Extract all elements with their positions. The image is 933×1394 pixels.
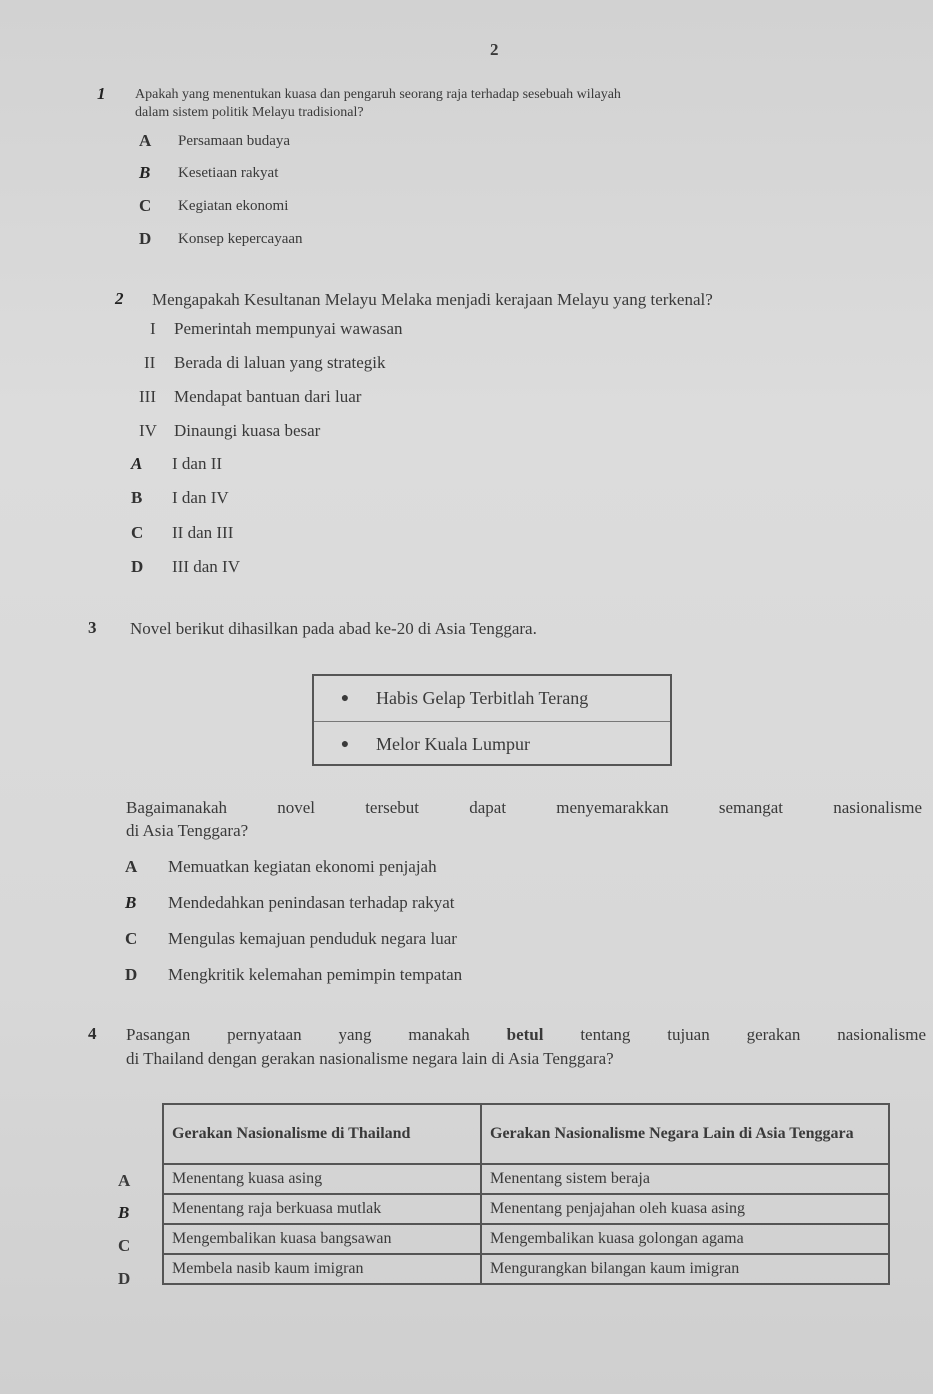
- q1-option-b-letter[interactable]: B: [139, 163, 151, 182]
- bullet-icon: ●: [340, 690, 350, 706]
- table-cell-others: Menentang sistem beraja: [481, 1164, 889, 1194]
- novel-row-2: [314, 721, 670, 767]
- q2-statement-1-text: Pemerintah mempunyai wawasan: [174, 319, 403, 338]
- question-1-number: 1: [97, 84, 106, 103]
- q4-option-c-letter[interactable]: C: [118, 1236, 131, 1255]
- q3-option-d-letter[interactable]: D: [125, 965, 138, 984]
- table-header-row: [163, 1104, 889, 1164]
- question-2-number: 2: [115, 289, 124, 308]
- table-header-thailand: Gerakan Nasionalisme di Thailand: [163, 1104, 481, 1164]
- question-1-stem: Apakah yang menentukan kuasa dan pengaruh seorang raja terhadap sesebuah wilayah: [135, 87, 621, 102]
- q3-option-c-text: Mengulas kemajuan penduduk negara luar: [168, 929, 457, 948]
- table-cell-thailand: Membela nasib kaum imigran: [163, 1254, 481, 1284]
- q2-option-b-letter[interactable]: B: [131, 488, 143, 507]
- q4-option-d-letter[interactable]: D: [118, 1269, 131, 1288]
- novel-list-box: [312, 674, 672, 766]
- table-row: [163, 1224, 889, 1254]
- q2-statement-2-numeral: II: [144, 353, 156, 372]
- q1-option-b-text: Kesetiaan rakyat: [178, 165, 279, 181]
- table-cell-thailand: Menentang kuasa asing: [163, 1164, 481, 1194]
- q2-option-b-text: I dan IV: [172, 488, 229, 507]
- q1-option-a-letter[interactable]: A: [139, 131, 152, 150]
- q1-option-c-letter[interactable]: C: [139, 196, 152, 215]
- question-3-prompt-line2: di Asia Tenggara?: [126, 821, 249, 840]
- question-4-stem-bold: betul: [506, 1025, 544, 1044]
- q2-option-c-letter[interactable]: C: [131, 523, 144, 542]
- q2-option-d-letter[interactable]: D: [131, 557, 144, 576]
- question-3-prompt: Bagaimanakah novel tersebut dapat menyemarakkan semangat nasionalisme: [126, 798, 922, 817]
- q1-option-d-text: Konsep kepercayaan: [178, 231, 303, 247]
- q2-option-c-text: II dan III: [172, 523, 234, 542]
- novel-title-2: Melor Kuala Lumpur: [376, 734, 530, 754]
- novel-row-1: [314, 676, 670, 721]
- question-4-stem-line2: di Thailand dengan gerakan nasionalisme negara lain di Asia Tenggara?: [126, 1049, 614, 1068]
- question-4-number: 4: [88, 1024, 97, 1043]
- q3-option-c-letter[interactable]: C: [125, 929, 138, 948]
- page-number: 2: [490, 40, 499, 59]
- question-2-stem: Mengapakah Kesultanan Melayu Melaka menjadi kerajaan Melayu yang terkenal?: [152, 290, 713, 309]
- table-cell-thailand: Menentang raja berkuasa mutlak: [163, 1194, 481, 1224]
- q4-comparison-table: [162, 1103, 890, 1285]
- q3-option-a-text: Memuatkan kegiatan ekonomi penjajah: [168, 857, 437, 876]
- table-cell-others: Menentang penjajahan oleh kuasa asing: [481, 1194, 889, 1224]
- q3-option-a-letter[interactable]: A: [125, 857, 138, 876]
- table-row: [163, 1194, 889, 1224]
- q1-option-a-text: Persamaan budaya: [178, 133, 291, 149]
- q3-option-b-text: Mendedahkan penindasan terhadap rakyat: [168, 893, 455, 912]
- q2-option-d-text: III dan IV: [172, 557, 240, 576]
- q4-option-b-letter[interactable]: B: [118, 1203, 130, 1222]
- q1-option-d-letter[interactable]: D: [139, 229, 152, 248]
- q2-statement-1-numeral: I: [150, 319, 156, 338]
- table-cell-others: Mengurangkan bilangan kaum imigran: [481, 1254, 889, 1284]
- question-1-stem-line2: dalam sistem politik Melayu tradisional?: [135, 105, 364, 120]
- question-4-stem: [126, 1024, 926, 1046]
- q2-statement-3-text: Mendapat bantuan dari luar: [174, 387, 362, 406]
- bullet-icon: ●: [340, 736, 350, 752]
- q1-option-c-text: Kegiatan ekonomi: [178, 198, 289, 214]
- q3-option-d-text: Mengkritik kelemahan pemimpin tempatan: [168, 965, 463, 984]
- table-cell-others: Mengembalikan kuasa golongan agama: [481, 1224, 889, 1254]
- q2-statement-4-text: Dinaungi kuasa besar: [174, 421, 321, 440]
- q2-statement-4-numeral: IV: [139, 421, 157, 440]
- question-3-stem: Novel berikut dihasilkan pada abad ke-20 di Asia Tenggara.: [130, 619, 537, 638]
- q2-statement-2-text: Berada di laluan yang strategik: [174, 353, 386, 372]
- question-4-stem-part2: tentang tujuan gerakan nasionalisme: [580, 1025, 926, 1044]
- table-header-others: Gerakan Nasionalisme Negara Lain di Asia Tenggara: [481, 1104, 889, 1164]
- question-4-stem-part1: Pasangan pernyataan yang manakah: [126, 1025, 470, 1044]
- q4-option-a-letter[interactable]: A: [118, 1171, 131, 1190]
- novel-title-1: Habis Gelap Terbitlah Terang: [376, 688, 589, 708]
- q2-option-a-text: I dan II: [172, 454, 223, 473]
- q3-option-b-letter[interactable]: B: [125, 893, 137, 912]
- q2-option-a-letter[interactable]: A: [131, 454, 143, 473]
- table-cell-thailand: Mengembalikan kuasa bangsawan: [163, 1224, 481, 1254]
- table-row: [163, 1164, 889, 1194]
- table-row: [163, 1254, 889, 1284]
- q2-statement-3-numeral: III: [139, 387, 156, 406]
- question-3-number: 3: [88, 618, 97, 637]
